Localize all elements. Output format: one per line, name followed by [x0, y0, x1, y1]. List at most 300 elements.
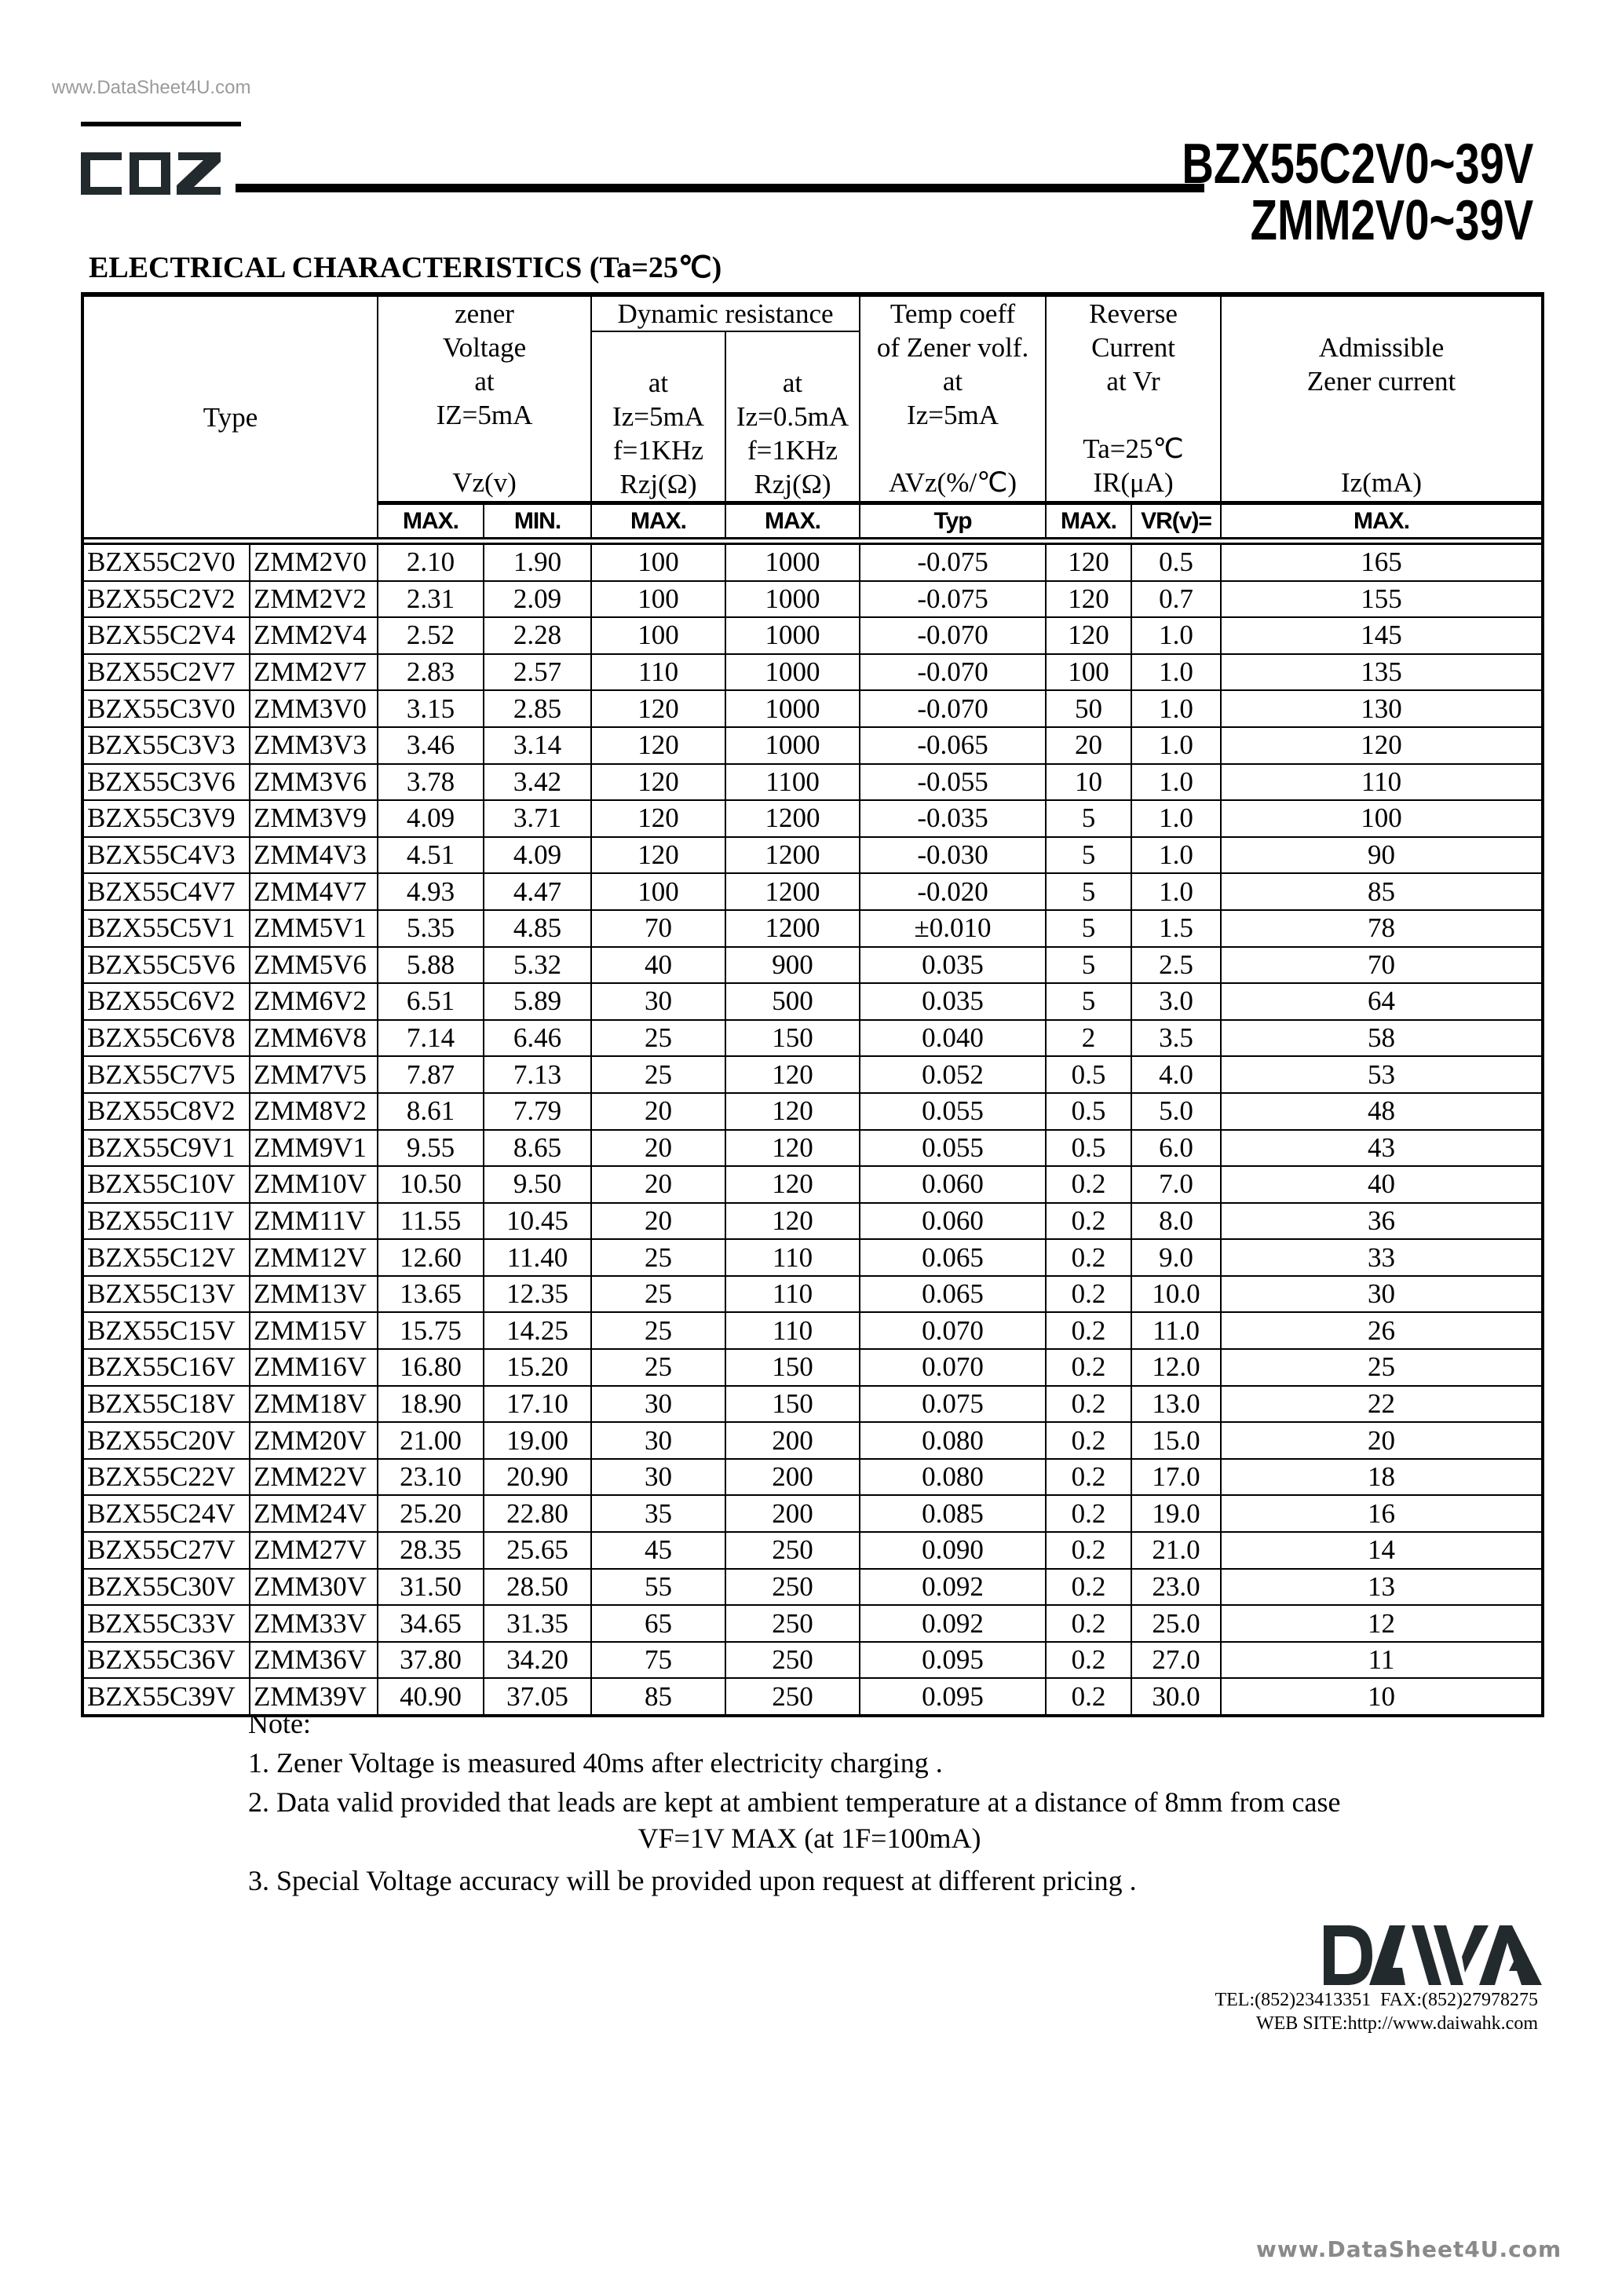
cell-vz-min: 2.85 [484, 690, 591, 727]
cell-vz-min: 11.40 [484, 1239, 591, 1276]
cell-vz-max: 12.60 [378, 1239, 484, 1276]
sub-rzj-05ma-max: MAX. [725, 503, 860, 539]
cell-vz-min: 22.80 [484, 1495, 591, 1532]
cell-vz-min: 4.09 [484, 837, 591, 874]
cell-vr: 27.0 [1131, 1642, 1221, 1679]
cell-type-zmm: ZMM5V1 [250, 910, 378, 947]
header-rule-short [81, 122, 241, 126]
cell-temp-coeff: 0.070 [860, 1349, 1046, 1386]
header-line: Temp coeff [890, 298, 1016, 329]
cell-vz-min: 7.79 [484, 1093, 591, 1130]
cell-type-zmm: ZMM39V [250, 1678, 378, 1716]
cell-vr: 4.0 [1131, 1056, 1221, 1093]
header-line: Voltage [442, 332, 527, 363]
cell-type-bzx: BZX55C36V [82, 1642, 250, 1679]
header-zener-voltage [378, 294, 591, 503]
cell-rzj-05ma: 110 [725, 1312, 860, 1349]
cell-vr: 17.0 [1131, 1459, 1221, 1496]
cell-temp-coeff: 0.095 [860, 1642, 1046, 1679]
cell-rzj-05ma: 250 [725, 1532, 860, 1569]
cell-vz-max: 37.80 [378, 1642, 484, 1679]
cell-rzj-05ma: 1200 [725, 873, 860, 910]
cell-iz-max: 13 [1221, 1569, 1543, 1606]
cell-temp-coeff: 0.070 [860, 1312, 1046, 1349]
cell-type-bzx: BZX55C4V3 [82, 837, 250, 874]
cell-temp-coeff: 0.060 [860, 1166, 1046, 1203]
cell-vz-max: 7.87 [378, 1056, 484, 1093]
cell-type-zmm: ZMM6V2 [250, 983, 378, 1020]
header-line [378, 432, 590, 466]
cell-vz-min: 7.13 [484, 1056, 591, 1093]
table-body [82, 544, 1543, 1717]
cell-vr: 3.0 [1131, 983, 1221, 1020]
cell-ir-max: 0.2 [1046, 1166, 1131, 1203]
cell-rzj-5ma: 30 [591, 1386, 725, 1423]
cell-rzj-5ma: 40 [591, 947, 725, 984]
cell-ir-max: 5 [1046, 873, 1131, 910]
cell-type-zmm: ZMM5V6 [250, 947, 378, 984]
cell-type-zmm: ZMM36V [250, 1642, 378, 1679]
header-line: at [474, 366, 495, 397]
cell-rzj-5ma: 30 [591, 1459, 725, 1496]
cell-iz-max: 58 [1221, 1020, 1543, 1057]
cell-type-zmm: ZMM20V [250, 1422, 378, 1459]
cell-type-bzx: BZX55C4V7 [82, 873, 250, 910]
header-line: Ta=25℃ [1083, 433, 1184, 464]
cell-rzj-5ma: 100 [591, 617, 725, 654]
cell-iz-max: 10 [1221, 1678, 1543, 1716]
cell-type-bzx: BZX55C13V [82, 1276, 250, 1313]
cell-vz-max: 23.10 [378, 1459, 484, 1496]
table-row [82, 1239, 1543, 1276]
table-row [82, 544, 1543, 581]
cell-vz-min: 28.50 [484, 1569, 591, 1606]
cell-iz-max: 145 [1221, 617, 1543, 654]
cell-vz-max: 16.80 [378, 1349, 484, 1386]
cell-vr: 7.0 [1131, 1166, 1221, 1203]
cell-vr: 13.0 [1131, 1386, 1221, 1423]
header-line: IR(μA) [1093, 467, 1174, 498]
cell-type-bzx: BZX55C22V [82, 1459, 250, 1496]
cell-type-zmm: ZMM7V5 [250, 1056, 378, 1093]
header-line [1222, 398, 1541, 432]
cell-temp-coeff: -0.070 [860, 690, 1046, 727]
header-line: Iz=0.5mA [736, 401, 849, 432]
cell-type-bzx: BZX55C6V2 [82, 983, 250, 1020]
cell-rzj-05ma: 120 [725, 1166, 860, 1203]
cell-vz-min: 6.46 [484, 1020, 591, 1057]
cell-temp-coeff: 0.092 [860, 1569, 1046, 1606]
cell-ir-max: 0.2 [1046, 1239, 1131, 1276]
cell-vr: 5.0 [1131, 1093, 1221, 1130]
cell-type-zmm: ZMM16V [250, 1349, 378, 1386]
cell-vz-min: 37.05 [484, 1678, 591, 1716]
sub-vr: VR(v)= [1131, 503, 1221, 539]
cell-iz-max: 70 [1221, 947, 1543, 984]
contact-website[interactable]: WEB SITE:http://www.daiwahk.com [1255, 2013, 1538, 2034]
cell-vz-max: 5.35 [378, 910, 484, 947]
cell-vz-min: 12.35 [484, 1276, 591, 1313]
cell-rzj-5ma: 20 [591, 1166, 725, 1203]
header-reverse-current [1046, 294, 1221, 503]
note-2: 2. Data valid provided that leads are kept at ambient temperature at a distance of 8mm from case [248, 1786, 1341, 1818]
cell-ir-max: 0.2 [1046, 1349, 1131, 1386]
cell-temp-coeff: -0.075 [860, 581, 1046, 618]
cell-type-bzx: BZX55C15V [82, 1312, 250, 1349]
cell-vz-max: 6.51 [378, 983, 484, 1020]
header-line [860, 432, 1045, 466]
cell-iz-max: 130 [1221, 690, 1543, 727]
cell-vr: 1.0 [1131, 690, 1221, 727]
cell-vr: 10.0 [1131, 1276, 1221, 1313]
cell-ir-max: 50 [1046, 690, 1131, 727]
cell-iz-max: 155 [1221, 581, 1543, 618]
cell-vr: 19.0 [1131, 1495, 1221, 1532]
cell-ir-max: 0.2 [1046, 1312, 1131, 1349]
cell-temp-coeff: 0.052 [860, 1056, 1046, 1093]
cell-vz-max: 13.65 [378, 1276, 484, 1313]
cell-rzj-05ma: 900 [725, 947, 860, 984]
cell-rzj-5ma: 120 [591, 837, 725, 874]
cell-type-bzx: BZX55C11V [82, 1203, 250, 1240]
cell-vz-max: 40.90 [378, 1678, 484, 1716]
cell-vr: 12.0 [1131, 1349, 1221, 1386]
cell-vz-min: 25.65 [484, 1532, 591, 1569]
cell-rzj-5ma: 75 [591, 1642, 725, 1679]
cell-ir-max: 0.5 [1046, 1056, 1131, 1093]
header-line: of Zener volf. [876, 332, 1029, 363]
cell-vz-max: 25.20 [378, 1495, 484, 1532]
table-row [82, 1386, 1543, 1423]
cell-temp-coeff: 0.080 [860, 1422, 1046, 1459]
cell-vr: 2.5 [1131, 947, 1221, 984]
header-line: f=1KHz [613, 435, 703, 466]
cell-rzj-05ma: 1000 [725, 690, 860, 727]
section-title: ELECTRICAL CHARACTERISTICS (Ta=25℃) [89, 251, 722, 284]
cell-temp-coeff: 0.095 [860, 1678, 1046, 1716]
cell-type-bzx: BZX55C33V [82, 1605, 250, 1642]
note-1: 1. Zener Voltage is measured 40ms after electricity charging . [248, 1747, 943, 1779]
cell-ir-max: 120 [1046, 544, 1131, 581]
cell-ir-max: 120 [1046, 581, 1131, 618]
cell-type-zmm: ZMM2V7 [250, 654, 378, 691]
cell-rzj-05ma: 110 [725, 1276, 860, 1313]
cell-rzj-05ma: 1200 [725, 910, 860, 947]
sub-vz-max: MAX. [378, 503, 484, 539]
cell-vz-max: 8.61 [378, 1093, 484, 1130]
header-dyn-05ma [725, 331, 860, 503]
cell-type-bzx: BZX55C3V0 [82, 690, 250, 727]
cell-vz-max: 3.46 [378, 727, 484, 764]
cell-rzj-05ma: 250 [725, 1569, 860, 1606]
cell-vr: 1.0 [1131, 727, 1221, 764]
header-line: f=1KHz [747, 435, 838, 466]
cell-rzj-5ma: 20 [591, 1093, 725, 1130]
cell-type-bzx: BZX55C2V7 [82, 654, 250, 691]
cell-vz-min: 1.90 [484, 544, 591, 581]
cell-rzj-05ma: 250 [725, 1678, 860, 1716]
cell-rzj-5ma: 20 [591, 1203, 725, 1240]
table-row [82, 1056, 1543, 1093]
header-line [726, 332, 859, 366]
cell-vz-min: 5.32 [484, 947, 591, 984]
product-title-bzx: BZX55C2V0~39V [1181, 133, 1533, 196]
cell-vz-max: 7.14 [378, 1020, 484, 1057]
cell-temp-coeff: 0.065 [860, 1239, 1046, 1276]
header-admissible-current [1221, 294, 1543, 503]
table-row [82, 690, 1543, 727]
cell-type-bzx: BZX55C12V [82, 1239, 250, 1276]
cell-iz-max: 30 [1221, 1276, 1543, 1313]
cell-rzj-05ma: 200 [725, 1495, 860, 1532]
table-row [82, 1569, 1543, 1606]
cell-type-bzx: BZX55C27V [82, 1532, 250, 1569]
table-row [82, 1605, 1543, 1642]
cell-temp-coeff: 0.075 [860, 1386, 1046, 1423]
cell-vr: 1.0 [1131, 837, 1221, 874]
cell-vz-max: 28.35 [378, 1532, 484, 1569]
cell-ir-max: 2 [1046, 1020, 1131, 1057]
cell-type-bzx: BZX55C2V4 [82, 617, 250, 654]
cell-vr: 8.0 [1131, 1203, 1221, 1240]
notes [248, 1704, 1340, 1900]
cell-rzj-05ma: 1000 [725, 654, 860, 691]
cell-rzj-5ma: 120 [591, 800, 725, 837]
header-line: at [648, 367, 669, 398]
cell-vz-min: 4.85 [484, 910, 591, 947]
cell-rzj-05ma: 150 [725, 1349, 860, 1386]
cell-rzj-05ma: 250 [725, 1642, 860, 1679]
sub-vz-min: MIN. [484, 503, 591, 539]
cell-vz-min: 19.00 [484, 1422, 591, 1459]
cell-type-zmm: ZMM10V [250, 1166, 378, 1203]
cell-vz-max: 9.55 [378, 1130, 484, 1167]
cell-type-zmm: ZMM4V3 [250, 837, 378, 874]
cell-vz-min: 9.50 [484, 1166, 591, 1203]
cell-vz-min: 2.28 [484, 617, 591, 654]
cell-iz-max: 36 [1221, 1203, 1543, 1240]
cell-ir-max: 0.2 [1046, 1276, 1131, 1313]
table-row [82, 1495, 1543, 1532]
header-line: Zener current [1306, 366, 1456, 397]
header-line: Admissible [1318, 332, 1445, 363]
cell-ir-max: 10 [1046, 764, 1131, 801]
cell-vz-min: 3.42 [484, 764, 591, 801]
cell-vz-min: 2.57 [484, 654, 591, 691]
cell-vr: 25.0 [1131, 1605, 1221, 1642]
cell-rzj-05ma: 1000 [725, 727, 860, 764]
cell-type-zmm: ZMM27V [250, 1532, 378, 1569]
cell-vr: 1.0 [1131, 654, 1221, 691]
cell-vz-max: 3.78 [378, 764, 484, 801]
cell-iz-max: 110 [1221, 764, 1543, 801]
table-row [82, 873, 1543, 910]
cell-rzj-5ma: 30 [591, 1422, 725, 1459]
table-row [82, 1459, 1543, 1496]
table-row [82, 1422, 1543, 1459]
cell-type-bzx: BZX55C3V3 [82, 727, 250, 764]
header-line: IZ=5mA [436, 400, 533, 430]
cell-iz-max: 33 [1221, 1239, 1543, 1276]
cell-rzj-5ma: 65 [591, 1605, 725, 1642]
cell-temp-coeff: 0.040 [860, 1020, 1046, 1057]
cell-rzj-5ma: 55 [591, 1569, 725, 1606]
cell-vr: 3.5 [1131, 1020, 1221, 1057]
product-title-zmm: ZMM2V0~39V [1250, 189, 1533, 252]
cell-type-bzx: BZX55C2V0 [82, 544, 250, 581]
cell-vr: 6.0 [1131, 1130, 1221, 1167]
cell-temp-coeff: 0.035 [860, 947, 1046, 984]
cell-rzj-5ma: 120 [591, 690, 725, 727]
table-row [82, 581, 1543, 618]
cell-rzj-5ma: 85 [591, 1678, 725, 1716]
table-row [82, 1312, 1543, 1349]
table-row [82, 983, 1543, 1020]
cell-vz-max: 2.52 [378, 617, 484, 654]
cell-ir-max: 0.2 [1046, 1495, 1131, 1532]
cell-vz-max: 2.31 [378, 581, 484, 618]
cell-rzj-5ma: 100 [591, 544, 725, 581]
cell-ir-max: 0.2 [1046, 1386, 1131, 1423]
cell-rzj-5ma: 120 [591, 764, 725, 801]
cell-vr: 0.7 [1131, 581, 1221, 618]
table-row [82, 1532, 1543, 1569]
cell-temp-coeff: -0.030 [860, 837, 1046, 874]
cell-type-zmm: ZMM8V2 [250, 1093, 378, 1130]
cell-type-zmm: ZMM3V3 [250, 727, 378, 764]
cell-temp-coeff: 0.092 [860, 1605, 1046, 1642]
cell-rzj-05ma: 1200 [725, 837, 860, 874]
cell-type-zmm: ZMM3V6 [250, 764, 378, 801]
cell-iz-max: 53 [1221, 1056, 1543, 1093]
cell-rzj-5ma: 25 [591, 1056, 725, 1093]
table-row [82, 1130, 1543, 1167]
table-row [82, 1349, 1543, 1386]
cell-ir-max: 20 [1046, 727, 1131, 764]
header-line: Iz=5mA [907, 400, 999, 430]
table-row [82, 800, 1543, 837]
cell-rzj-5ma: 25 [591, 1239, 725, 1276]
cell-type-bzx: BZX55C5V1 [82, 910, 250, 947]
cell-rzj-5ma: 70 [591, 910, 725, 947]
cell-temp-coeff: -0.065 [860, 727, 1046, 764]
cell-temp-coeff: ±0.010 [860, 910, 1046, 947]
cell-ir-max: 5 [1046, 800, 1131, 837]
cell-vz-max: 11.55 [378, 1203, 484, 1240]
cell-ir-max: 0.2 [1046, 1459, 1131, 1496]
sub-rzj-5ma-max: MAX. [591, 503, 725, 539]
header-line: at Vr [1106, 366, 1160, 397]
cell-type-bzx: BZX55C39V [82, 1678, 250, 1716]
header-rule-long [236, 184, 1204, 192]
cell-rzj-05ma: 120 [725, 1203, 860, 1240]
cell-temp-coeff: 0.090 [860, 1532, 1046, 1569]
cell-type-zmm: ZMM9V1 [250, 1130, 378, 1167]
cell-iz-max: 100 [1221, 800, 1543, 837]
cell-vz-max: 34.65 [378, 1605, 484, 1642]
cell-iz-max: 11 [1221, 1642, 1543, 1679]
header-line: Reverse [1089, 298, 1178, 329]
cell-type-zmm: ZMM24V [250, 1495, 378, 1532]
cell-iz-max: 48 [1221, 1093, 1543, 1130]
cell-rzj-05ma: 200 [725, 1422, 860, 1459]
header-line [592, 332, 725, 366]
daiwa-logo [1324, 1925, 1542, 1985]
cell-type-bzx: BZX55C16V [82, 1349, 250, 1386]
cell-rzj-05ma: 1000 [725, 617, 860, 654]
cell-type-zmm: ZMM4V7 [250, 873, 378, 910]
cell-vz-min: 20.90 [484, 1459, 591, 1496]
cell-iz-max: 78 [1221, 910, 1543, 947]
cell-vz-min: 3.71 [484, 800, 591, 837]
cell-vz-max: 21.00 [378, 1422, 484, 1459]
cell-temp-coeff: 0.065 [860, 1276, 1046, 1313]
cell-iz-max: 26 [1221, 1312, 1543, 1349]
cell-vr: 1.0 [1131, 617, 1221, 654]
cell-iz-max: 64 [1221, 983, 1543, 1020]
cell-ir-max: 5 [1046, 837, 1131, 874]
cell-rzj-5ma: 25 [591, 1349, 725, 1386]
cell-type-bzx: BZX55C7V5 [82, 1056, 250, 1093]
cell-vr: 1.0 [1131, 873, 1221, 910]
cell-type-bzx: BZX55C20V [82, 1422, 250, 1459]
cell-vz-max: 2.83 [378, 654, 484, 691]
header-line: Current [1091, 332, 1175, 363]
sub-temp-typ: Typ [860, 503, 1046, 539]
table-row [82, 764, 1543, 801]
cell-rzj-05ma: 110 [725, 1239, 860, 1276]
cell-vz-max: 31.50 [378, 1569, 484, 1606]
header-line: AVz(%/℃) [888, 467, 1017, 498]
cell-vr: 1.5 [1131, 910, 1221, 947]
cell-vz-min: 5.89 [484, 983, 591, 1020]
cos-logo [81, 152, 222, 195]
cell-ir-max: 5 [1046, 983, 1131, 1020]
cell-temp-coeff: 0.080 [860, 1459, 1046, 1496]
cell-type-bzx: BZX55C24V [82, 1495, 250, 1532]
header-dynamic-resistance: Dynamic resistance [591, 294, 860, 331]
cell-type-zmm: ZMM2V2 [250, 581, 378, 618]
cell-type-bzx: BZX55C9V1 [82, 1130, 250, 1167]
cell-vz-max: 4.93 [378, 873, 484, 910]
cell-vz-max: 5.88 [378, 947, 484, 984]
cell-ir-max: 100 [1046, 654, 1131, 691]
cell-temp-coeff: -0.020 [860, 873, 1046, 910]
cell-iz-max: 20 [1221, 1422, 1543, 1459]
cell-type-zmm: ZMM3V0 [250, 690, 378, 727]
header-dyn-5ma [591, 331, 725, 503]
cell-temp-coeff: -0.070 [860, 654, 1046, 691]
cell-type-bzx: BZX55C6V8 [82, 1020, 250, 1057]
table-row [82, 1276, 1543, 1313]
cell-iz-max: 120 [1221, 727, 1543, 764]
table-row [82, 910, 1543, 947]
cell-type-bzx: BZX55C30V [82, 1569, 250, 1606]
cell-ir-max: 5 [1046, 910, 1131, 947]
cell-ir-max: 0.2 [1046, 1569, 1131, 1606]
cell-rzj-05ma: 120 [725, 1130, 860, 1167]
cell-vz-min: 4.47 [484, 873, 591, 910]
cell-iz-max: 16 [1221, 1495, 1543, 1532]
cell-temp-coeff: 0.035 [860, 983, 1046, 1020]
cell-vz-min: 14.25 [484, 1312, 591, 1349]
cell-vz-min: 10.45 [484, 1203, 591, 1240]
table-row [82, 1642, 1543, 1679]
cell-type-bzx: BZX55C18V [82, 1386, 250, 1423]
cell-rzj-5ma: 20 [591, 1130, 725, 1167]
cell-vr: 21.0 [1131, 1532, 1221, 1569]
header-line: at [782, 367, 803, 398]
